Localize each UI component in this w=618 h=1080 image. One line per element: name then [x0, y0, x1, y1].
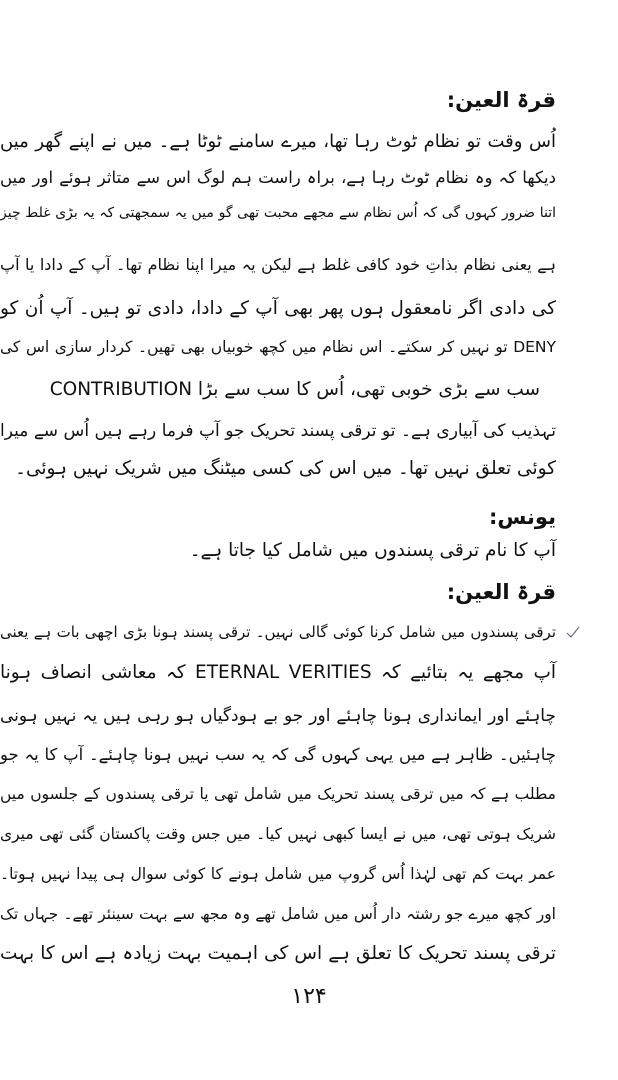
text-line: ترقی پسندوں میں شامل کرنا کوئی گالی نہیں۔ ترقی پسند ہونا بڑی اچھی بات ہے یعنی [0, 623, 556, 641]
speaker-label: یونس: [488, 505, 556, 529]
text-line: چاہئے اور ایمانداری ہونا چاہئے اور جو بے ہودگیاں ہو رہی ہیں یہ نہیں ہونی [0, 706, 556, 726]
text-line: چاہئیں۔ ظاہر ہے میں یہی کہوں گی کہ یہ سب نہیں ہونا چاہئے۔ آپ کا یہ جو [0, 745, 556, 764]
speaker-label: قرۃ العین: [446, 88, 556, 112]
text-line: DENY تو نہیں کر سکتے۔ اس نظام میں کچھ خوبیاں بھی تھیں۔ کردار سازی اس کی [0, 338, 556, 356]
margin-check-mark [566, 626, 580, 638]
text-line: اتنا ضرور کہوں گی کہ اُس نظام سے مجھے محبت تھی گو میں یہ سمجھتی کہ یہ بڑی غلط چیز [0, 205, 556, 221]
text-line: شریک ہوتی تھی، میں نے ایسا کبھی نہیں کیا۔ میں جس وقت پاکستان گئی تھی میری [0, 825, 556, 843]
text-line: کوئی تعلق نہیں تھا۔ میں اس کی کسی میٹنگ میں شریک نہیں ہوئی۔ [15, 458, 556, 479]
text-line: دیکھا کہ وہ نظام ٹوٹ رہا ہے، براہ راست ہم لوگ اس سے متاثر ہوئے اور میں [0, 168, 556, 187]
text-line: تہذیب کی آبیاری ہے۔ تو ترقی پسند تحریک جو آپ فرما رہے ہیں اُس سے میرا [0, 421, 556, 441]
text-line: عمر بہت کم تھی لہٰذا اُس گروپ میں شامل ہونے کا کوئی سوال ہی پیدا نہیں ہوتا۔ [0, 865, 556, 883]
page-number: ۱۲۴ [291, 984, 327, 1009]
text-line: ہے یعنی نظام بذاتِ خود کافی غلط ہے لیکن یہ میرا اپنا نظام تھا۔ آپ کے دادا یا آپ [0, 255, 556, 274]
text-line: مطلب ہے کہ میں ترقی پسند تحریک میں شامل تھی یا ترقی پسندوں کے جلسوں میں [0, 785, 556, 803]
text-line: سب سے بڑی خوبی تھی، اُس کا سب سے بڑا CONTRIBUTION [49, 379, 540, 400]
text-line: اور کچھ میرے جو رشتہ دار اُس میں شامل تھے وہ مجھ سے بہت سینئر تھے۔ جہاں تک [0, 905, 556, 923]
text-line: آپ کا نام ترقی پسندوں میں شامل کیا جاتا ہے۔ [189, 540, 556, 561]
text-line: اُس وقت تو نظام ٹوٹ رہا تھا، میرے سامنے ٹوٹا ہے۔ میں نے اپنے گھر میں [0, 131, 556, 152]
text-line: کی دادی اگر نامعقول ہوں پھر بھی آپ کے دادا، دادی تو ہیں۔ آپ اُن کو [0, 298, 556, 319]
text-line: آپ مجھے یہ بتائیے کہ ETERNAL VERITIES کہ معاشی انصاف ہونا [0, 662, 557, 683]
text-line: ترقی پسند تحریک کا تعلق ہے اس کی اہمیت بہت زیادہ ہے اس کا بہت [0, 943, 556, 964]
speaker-label: قرۃ العین: [446, 580, 556, 604]
